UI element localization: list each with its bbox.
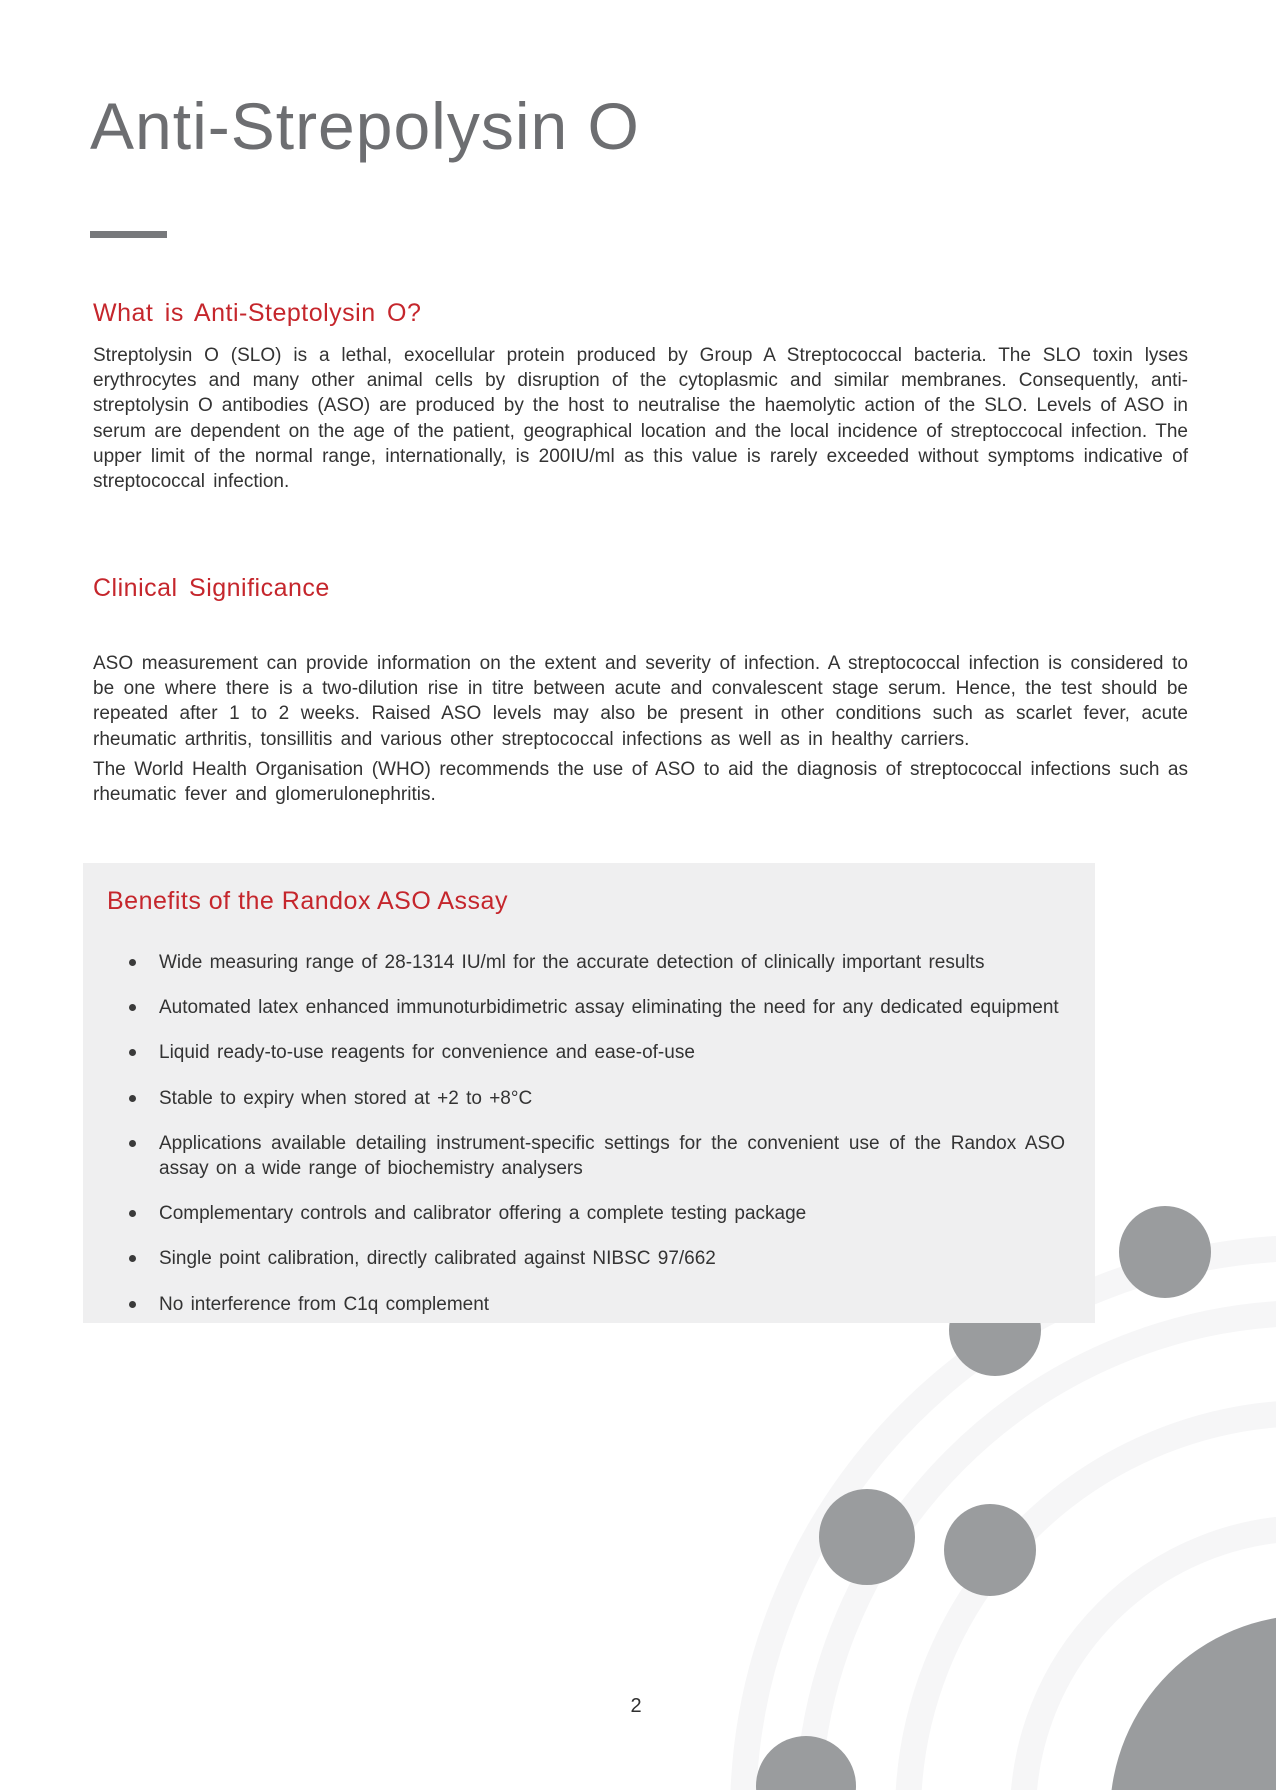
bullet-dot <box>129 1301 136 1308</box>
benefit-item-text: Automated latex enhanced immunoturbidimetric assay eliminating the need for any dedicated equipment <box>159 997 1059 1019</box>
benefit-item <box>107 1040 1065 1065</box>
benefit-item <box>107 1292 1065 1317</box>
benefit-item-text: Applications available detailing instrument-specific settings for the convenient use of the Randox ASO assay on a wide range of biochemistry analysers <box>159 1132 1065 1180</box>
bullet-dot <box>129 1255 136 1262</box>
benefit-item <box>107 1201 1065 1226</box>
clinical-paragraph-2: The World Health Organisation (WHO) recommends the use of ASO to aid the diagnosis of streptococcal infections such as rheumatic fever and glomerulonephritis. <box>93 759 1188 806</box>
benefit-item <box>107 1086 1065 1111</box>
decor-circle-mid-left <box>819 1489 915 1585</box>
benefit-item <box>107 1131 1065 1181</box>
bullet-dot <box>129 1140 136 1147</box>
benefit-item-text: Wide measuring range of 28-1314 IU/ml for the accurate detection of clinically important results <box>159 952 985 973</box>
benefit-item <box>107 1246 1065 1271</box>
bullet-dot <box>129 1210 136 1217</box>
title-underline-rule <box>90 231 167 238</box>
page-number: 2 <box>630 1695 642 1717</box>
bullet-dot <box>129 959 136 966</box>
benefits-panel <box>83 863 1095 1323</box>
benefit-item <box>107 950 1065 975</box>
decor-circle-top-right <box>1119 1206 1211 1298</box>
section-heading-what-is: What is Anti-Steptolysin O? <box>93 299 422 327</box>
clinical-paragraph-1: ASO measurement can provide information on the extent and severity of infection. A streptococcal infection is considered to be one where there is a two-dilution rise in titre between acute and convalescent stage serum. Hence, the test should be repeated after 1 to 2 weeks. Raised ASO levels may also be present in other conditions such as scarlet fever, acute rheumatic arthritis, tonsillitis and various other streptococcal infections as well as in healthy carriers. <box>93 653 1188 750</box>
benefit-item-text: Complementary controls and calibrator offering a complete testing package <box>159 1203 807 1225</box>
page-title: Anti-Strepolysin O <box>90 89 640 163</box>
benefits-list <box>107 950 1065 1317</box>
benefit-item-text: No interference from C1q complement <box>159 1293 490 1315</box>
what-is-paragraph: Streptolysin O (SLO) is a lethal, exocellular protein produced by Group A Streptococcal bacteria. The SLO toxin lyses erythrocytes and many other animal cells by disruption of the cytoplasmic and similar membranes. Consequently, anti-streptolysin O antibodies (ASO) are produced by the host to neutralise the haemolytic action of the SLO. Levels of ASO in serum are dependent on the age of the patient, geographical location and the local incidence of streptoccocal infection. The upper limit of the normal range, internationally, is 200IU/ml as this value is rarely exceeded without symptoms indicative of streptococcal infection. <box>93 345 1188 493</box>
benefit-item-text: Stable to expiry when stored at +2 to +8°C <box>159 1087 533 1109</box>
benefit-item <box>107 995 1065 1020</box>
bullet-dot <box>129 1004 136 1011</box>
section-heading-clinical-significance: Clinical Significance <box>93 574 330 602</box>
benefit-item-text: Liquid ready-to-use reagents for convenience and ease-of-use <box>159 1042 695 1064</box>
bullet-dot <box>129 1095 136 1102</box>
bullet-dot <box>129 1049 136 1056</box>
decor-circle-mid-right <box>944 1504 1036 1596</box>
benefits-heading: Benefits of the Randox ASO Assay <box>107 887 508 915</box>
benefit-item-text: Single point calibration, directly calibrated against NIBSC 97/662 <box>159 1248 716 1270</box>
